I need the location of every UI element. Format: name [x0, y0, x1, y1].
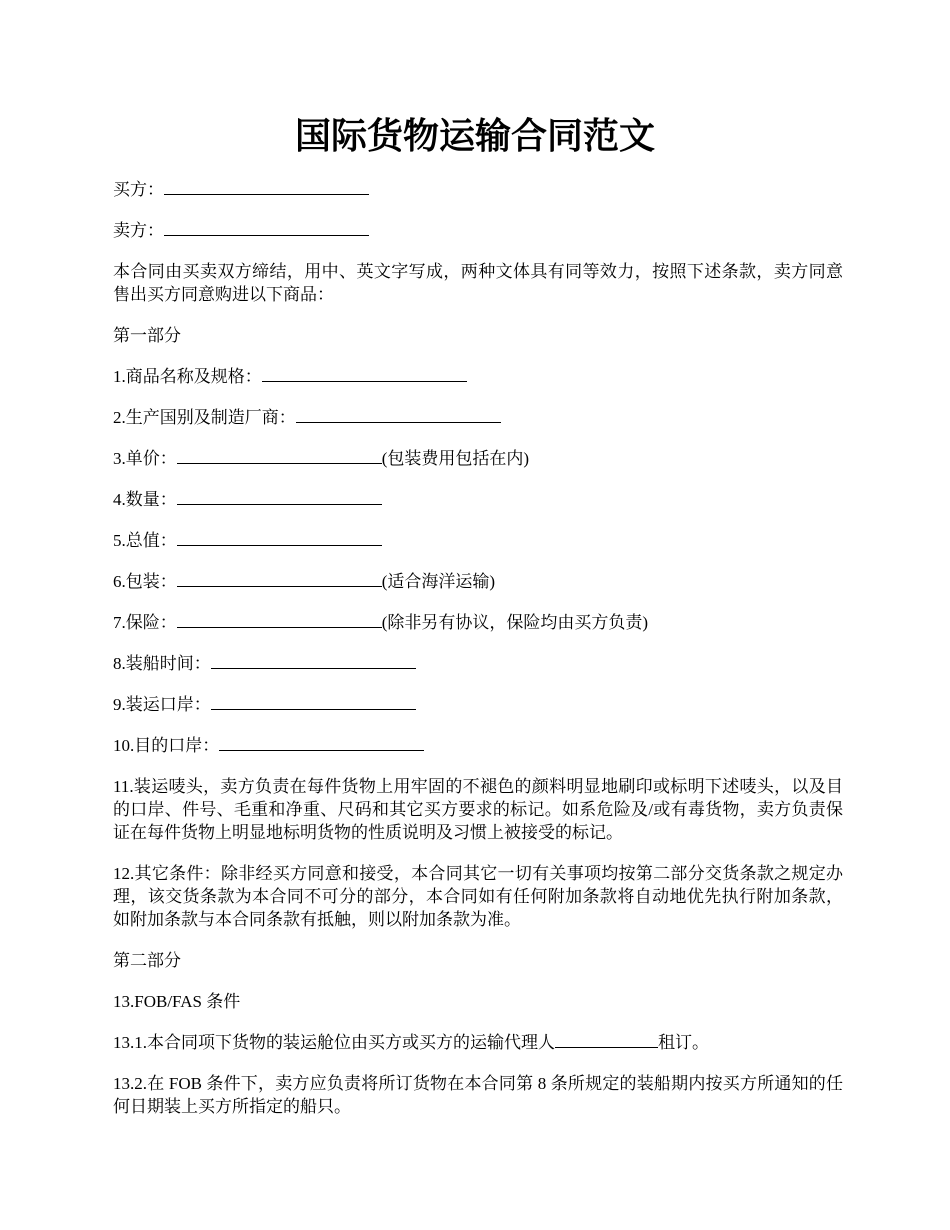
- buyer-label: 买方：: [113, 180, 164, 199]
- item-blank: [211, 693, 416, 710]
- seller-label: 卖方：: [113, 221, 164, 240]
- buyer-line: [113, 178, 843, 201]
- item-label: 4.数量：: [113, 490, 177, 509]
- item-label: 6.包装：: [113, 572, 177, 591]
- item-label: 1.商品名称及规格：: [113, 367, 262, 386]
- item-label: 2.生产国别及制造厂商：: [113, 408, 296, 427]
- item-label: 7.保险：: [113, 613, 177, 632]
- item-blank: [211, 652, 416, 669]
- item-line: [113, 652, 843, 675]
- item-label: 9.装运口岸：: [113, 695, 211, 714]
- item-blank: [177, 570, 382, 587]
- clause-11: 11.装运唛头，卖方负责在每件货物上用牢固的不褪色的颜料明显地刷印或标明下述唛头，以及目的口岸、件号、毛重和净重、尺码和其它买方要求的标记。如系危险及/或有毒货物，卖方负责保证在每件货物上明显地标明货物的性质说明及习惯上被接受的标记。: [113, 777, 843, 842]
- item-blank: [177, 488, 382, 505]
- item-blank: [296, 406, 501, 423]
- clause-13-1: [113, 1031, 843, 1054]
- clause-13-1-blank: [555, 1031, 658, 1048]
- seller-line: [113, 219, 843, 242]
- item-blank: [177, 447, 382, 464]
- seller-blank: [164, 219, 369, 236]
- item-line: [113, 734, 843, 757]
- item-label: 5.总值：: [113, 531, 177, 550]
- item-label: 3.单价：: [113, 449, 177, 468]
- item-label: 8.装船时间：: [113, 654, 211, 673]
- document-title: 国际货物运输合同范文: [294, 116, 655, 156]
- item-blank: [177, 611, 382, 628]
- clause-13-1-suffix: 租订。: [658, 1033, 709, 1052]
- item-suffix: (包装费用包括在内): [381, 449, 530, 468]
- item-line: [113, 488, 843, 511]
- document-body: [113, 178, 843, 1136]
- item-suffix: (除非另有协议，保险均由买方负责): [381, 613, 649, 632]
- item-blank: [219, 734, 424, 751]
- clause-12: 12.其它条件：除非经买方同意和接受，本合同其它一切有关事项均按第二部分交货条款之规定办理，该交货条款为本合同不可分的部分，本合同如有任何附加条款将自动地优先执行附加条款，如附加条款与本合同条款有抵触，则以附加条款为准。: [113, 864, 843, 929]
- item-blank: [177, 529, 382, 546]
- item-line: [113, 365, 843, 388]
- item-line: [113, 693, 843, 716]
- clause-13-2: 13.2.在 FOB 条件下，卖方应负责将所订货物在本合同第 8 条所规定的装船期内按买方所通知的任何日期装上买方所指定的船只。: [113, 1074, 843, 1116]
- part2-heading: 第二部分: [113, 951, 181, 970]
- item-line: [113, 529, 843, 552]
- buyer-blank: [164, 178, 369, 195]
- item-line: [113, 611, 843, 634]
- item-suffix: (适合海洋运输): [381, 572, 496, 591]
- clause-13-heading: 13.FOB/FAS 条件: [113, 992, 241, 1011]
- item-blank: [262, 365, 467, 382]
- clause-13-1-prefix: 13.1.本合同项下货物的装运舱位由买方或买方的运输代理人: [113, 1033, 555, 1052]
- item-label: 10.目的口岸：: [113, 736, 220, 755]
- item-line: [113, 406, 843, 429]
- item-line: [113, 447, 843, 470]
- item-line: [113, 570, 843, 593]
- intro-paragraph: 本合同由买卖双方缔结，用中、英文字写成，两种文体具有同等效力，按照下述条款，卖方同意售出买方同意购进以下商品：: [113, 262, 843, 304]
- part1-heading: 第一部分: [113, 326, 181, 345]
